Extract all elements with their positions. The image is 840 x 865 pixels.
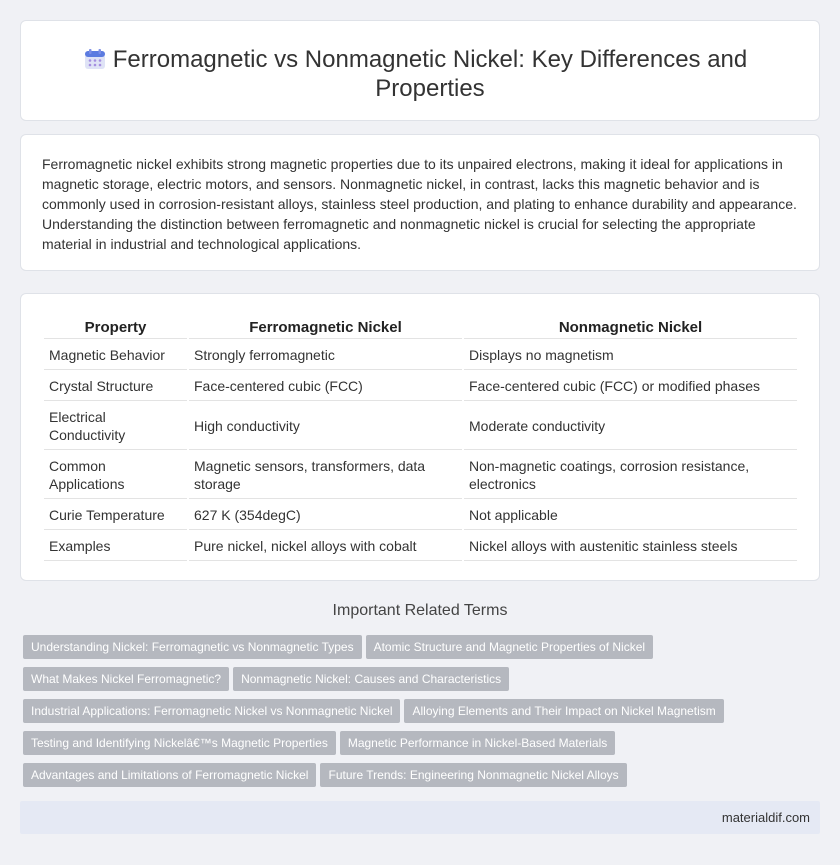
table-cell: Electrical Conductivity bbox=[44, 403, 187, 450]
related-term-tag[interactable]: Future Trends: Engineering Nonmagnetic Nickel Alloys bbox=[320, 763, 626, 787]
intro-card bbox=[20, 134, 820, 271]
table-cell: Not applicable bbox=[464, 501, 797, 530]
header-property: Property bbox=[44, 316, 187, 339]
table-cell: Nickel alloys with austenitic stainless steels bbox=[464, 532, 797, 561]
footer-site-link[interactable]: materialdif.com bbox=[721, 810, 810, 825]
related-term-tag[interactable]: Nonmagnetic Nickel: Causes and Characteristics bbox=[233, 667, 509, 691]
intro-paragraph: Ferromagnetic nickel exhibits strong magnetic properties due to its unpaired electrons, making it ideal for applications in magnetic storage, electric motors, and sensors. Nonmagnetic nickel, in contrast, lacks this magnetic behavior and is commonly used in corrosion-resistant alloys, stainless steel production, and plating to enhance durability and appearance. Understanding the distinction between ferromagnetic and nonmagnetic nickel is crucial for selecting the appropriate material in industrial and technological applications. bbox=[42, 156, 797, 252]
header-ferromagnetic: Ferromagnetic Nickel bbox=[189, 316, 462, 339]
related-term-tag[interactable]: Atomic Structure and Magnetic Properties of Nickel bbox=[366, 635, 653, 659]
table-cell: Magnetic sensors, transformers, data storage bbox=[189, 452, 462, 499]
table-cell: Moderate conductivity bbox=[464, 403, 797, 450]
table-cell: Common Applications bbox=[44, 452, 187, 499]
related-term-tag[interactable]: Industrial Applications: Ferromagnetic Nickel vs Nonmagnetic Nickel bbox=[23, 699, 400, 723]
table-row bbox=[44, 372, 797, 401]
related-terms-heading: Important Related Terms bbox=[332, 602, 508, 619]
table-header-row bbox=[44, 316, 797, 339]
header-nonmagnetic: Nonmagnetic Nickel bbox=[464, 316, 797, 339]
footer bbox=[20, 801, 820, 834]
comparison-table bbox=[42, 314, 799, 563]
related-terms-list bbox=[23, 635, 803, 795]
page-title: Ferromagnetic vs Nonmagnetic Nickel: Key Differences and Properties bbox=[112, 46, 748, 102]
table-cell: Face-centered cubic (FCC) bbox=[189, 372, 462, 401]
comparison-table-card bbox=[20, 293, 820, 581]
title-card bbox=[20, 20, 820, 121]
related-term-tag[interactable]: Alloying Elements and Their Impact on Nickel Magnetism bbox=[404, 699, 723, 723]
table-cell: Strongly ferromagnetic bbox=[189, 341, 462, 370]
table-cell: Magnetic Behavior bbox=[44, 341, 187, 370]
related-term-tag[interactable]: Understanding Nickel: Ferromagnetic vs Nonmagnetic Types bbox=[23, 635, 362, 659]
related-term-tag[interactable]: Advantages and Limitations of Ferromagnetic Nickel bbox=[23, 763, 316, 787]
table-row bbox=[44, 452, 797, 499]
table-row bbox=[44, 341, 797, 370]
table-cell: Crystal Structure bbox=[44, 372, 187, 401]
table-cell: Non-magnetic coatings, corrosion resistance, electronics bbox=[464, 452, 797, 499]
table-cell: Face-centered cubic (FCC) or modified phases bbox=[464, 372, 797, 401]
table-row bbox=[44, 403, 797, 450]
table-cell: 627 K (354degC) bbox=[189, 501, 462, 530]
related-term-tag[interactable]: Testing and Identifying Nickelâ€™s Magnetic Properties bbox=[23, 731, 336, 755]
table-cell: Displays no magnetism bbox=[464, 341, 797, 370]
table-cell: Curie Temperature bbox=[44, 501, 187, 530]
table-cell: High conductivity bbox=[189, 403, 462, 450]
table-cell: Pure nickel, nickel alloys with cobalt bbox=[189, 532, 462, 561]
table-row bbox=[44, 532, 797, 561]
table-row bbox=[44, 501, 797, 530]
related-term-tag[interactable]: What Makes Nickel Ferromagnetic? bbox=[23, 667, 229, 691]
related-term-tag[interactable]: Magnetic Performance in Nickel-Based Materials bbox=[340, 731, 615, 755]
table-cell: Examples bbox=[44, 532, 187, 561]
